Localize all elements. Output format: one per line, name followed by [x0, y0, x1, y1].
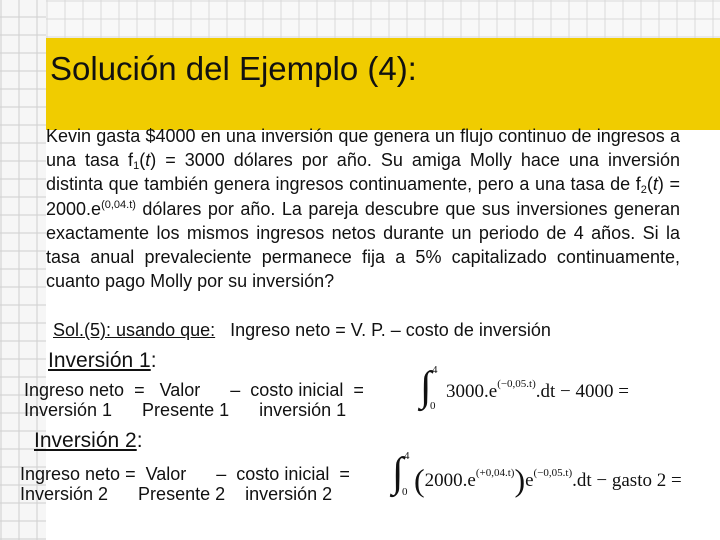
inversion-2-integral: ∫ 4 0 $(2000.e^{(+0,04.t)})e^{(-0,05.t)}.dt$ − gasto 2 = [392, 450, 682, 498]
inversion-2-label-line1: Ingreso neto = Valor – costo inicial = [20, 464, 350, 484]
solution-using: usando que: [111, 320, 216, 340]
problem-statement: Kevin gasta $4000 en una inversión que genera un flujo continuo de ingresos a una tasa $f_1(t) = 3000$ dólares por año. Su amiga Molly hace una inversión distinta que también genera ingresos continuamente, pero a una tasa de $f_2(t) = 2000.e^{(0,04.t)}$ dólares por año. La pareja descubre que sus inversiones generan exactamente los mismos ingresos netos durante un periodo de 4 años. Si la tasa anual prevaleciente permanece fija a 5% capitalizado continuamente, cuanto pago Molly por su inversión? [46, 126, 680, 292]
inversion-1-label-line1: Ingreso neto = Valor – costo inicial = [24, 380, 364, 400]
integral-sign-icon: ∫ [420, 364, 432, 410]
inversion-1-heading: Inversión 1: [48, 349, 157, 372]
inversion-1-integral: ∫ 4 0 $3000.e^{(-0,05.t)}.dt - 4000$ = [420, 364, 629, 412]
inversion-2-heading: Inversión 2: [34, 429, 143, 452]
inversion-2-label-line2: Inversión 2 Presente 2 inversión 2 [20, 484, 333, 504]
solution-formula: Ingreso neto = V. P. – costo de inversión [230, 320, 551, 340]
slide-title: Solución del Ejemplo (4): [50, 50, 417, 87]
solution-line [53, 320, 551, 341]
integral-lower-limit: 0 [402, 486, 408, 498]
integral-sign-icon: ∫ [392, 450, 404, 496]
left-pattern-strip [0, 0, 46, 540]
integral-upper-limit: 4 [432, 364, 438, 376]
inversion-1-label-line2: Inversión 1 Presente 1 inversión 1 [24, 400, 347, 420]
solution-label: Sol.(5): [53, 320, 112, 340]
integral-lower-limit: 0 [430, 400, 436, 412]
top-pattern-strip [46, 0, 720, 38]
integral-upper-limit: 4 [404, 450, 410, 462]
